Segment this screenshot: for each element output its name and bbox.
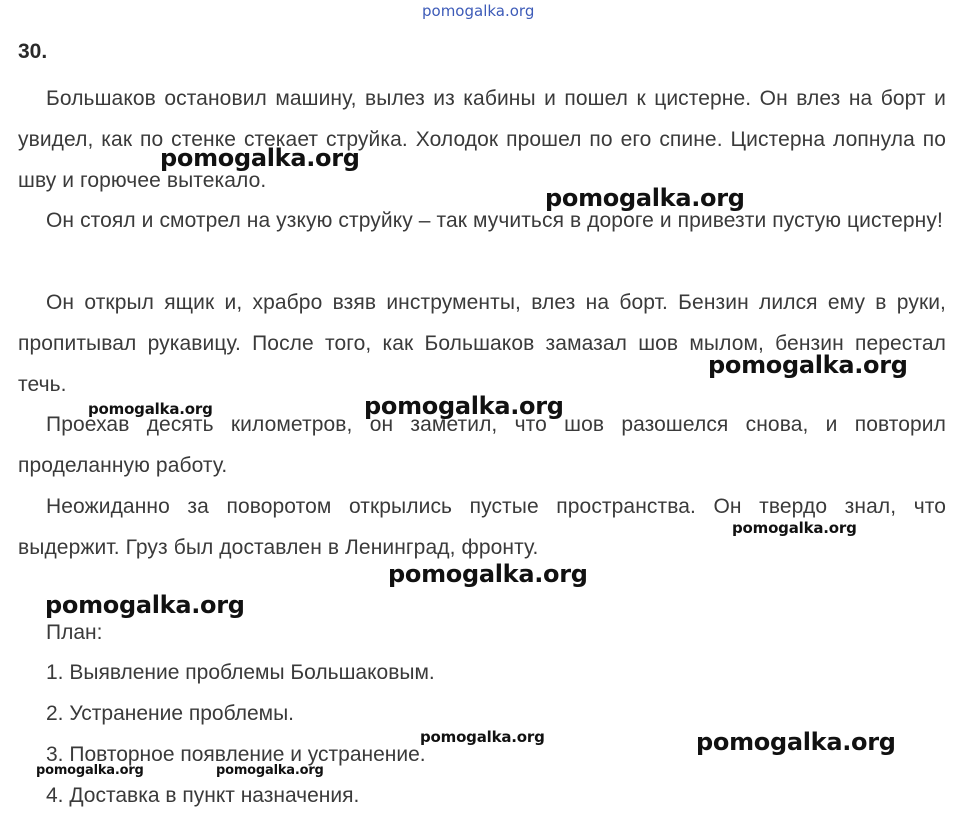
plan-item-3: 3. Повторное появление и устранение. [46, 743, 426, 766]
watermark: pomogalka.org [388, 560, 588, 588]
watermark: pomogalka.org [708, 351, 908, 379]
plan-item-4: 4. Доставка в пункт назначения. [46, 784, 360, 807]
plan-title: План: [46, 621, 103, 644]
watermark: pomogalka.org [88, 400, 213, 418]
paragraph-4: Проехав десять километров, он заметил, что шов разошелся снова, и повторил проделанную работу. [18, 413, 946, 477]
paragraph-2: Он стоял и смотрел на узкую струйку – так мучиться в дороге и привезти пустую цистерну! [46, 209, 943, 232]
watermark: pomogalka.org [732, 519, 857, 537]
exercise-number: 30. [18, 40, 48, 63]
site-link[interactable]: pomogalka.org [422, 2, 535, 20]
watermark: pomogalka.org [45, 591, 245, 619]
watermark: pomogalka.org [420, 728, 545, 746]
watermark: pomogalka.org [160, 144, 360, 172]
paragraph-3: Он открыл ящик и, храбро взяв инструменты, влез на борт. Бензин лился ему в руки, пропитывал рукавицу. После того, как Большаков замазал шов мылом, бензин перестал течь. [18, 291, 946, 396]
watermark: pomogalka.org [216, 763, 324, 778]
paragraph-1: Большаков остановил машину, вылез из кабины и пошел к цистерне. Он влез на борт и увидел, как по стенке стекает струйка. Холодок прошел по его спине. Цистерна лопнула по шву и горючее вытекало. [18, 87, 946, 192]
paragraph-5: Неожиданно за поворотом открылись пустые пространства. Он твердо знал, что выдержит. Груз был доставлен в Ленинград, фронту. [18, 495, 946, 559]
watermark: pomogalka.org [696, 728, 896, 756]
plan-item-2: 2. Устранение проблемы. [46, 702, 294, 725]
watermark: pomogalka.org [545, 184, 745, 212]
plan-item-1: 1. Выявление проблемы Большаковым. [46, 661, 435, 684]
watermark: pomogalka.org [36, 763, 144, 778]
watermark: pomogalka.org [364, 392, 564, 420]
